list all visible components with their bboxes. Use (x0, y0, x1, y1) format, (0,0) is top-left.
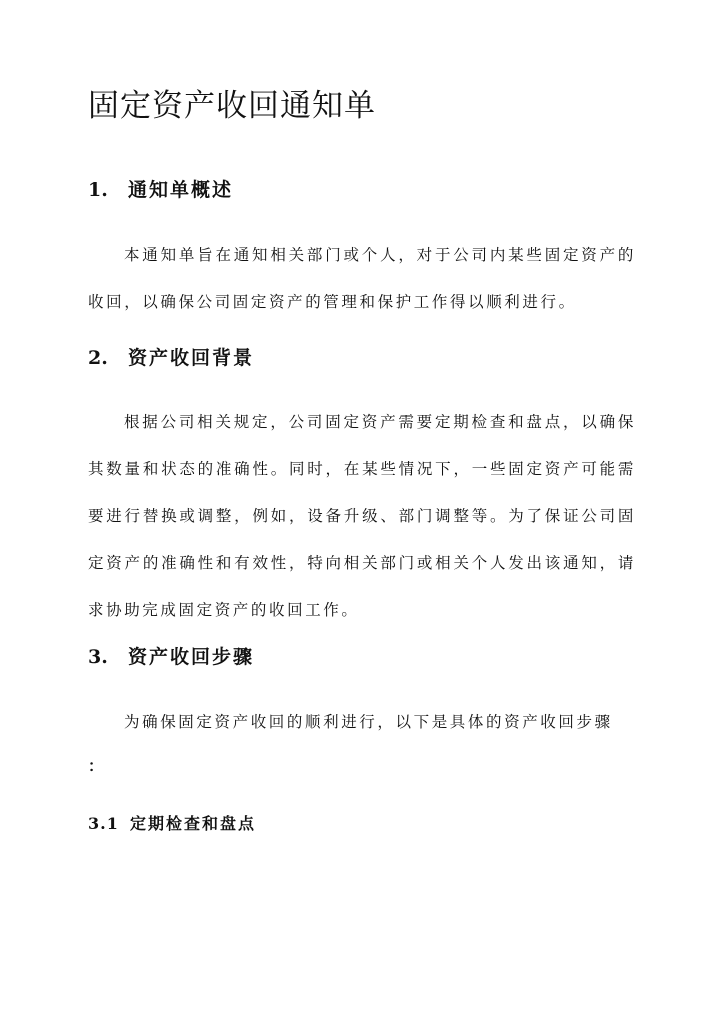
section-number: 2. (88, 347, 108, 369)
subsection-title: 定期检查和盘点 (130, 814, 257, 833)
subsection-heading-3-1 (88, 812, 256, 836)
section-paragraph-3: 为确保固定资产收回的顺利进行，以下是具体的资产收回步骤 (124, 713, 613, 731)
section-number: 1. (88, 179, 108, 201)
section-number: 3. (88, 646, 108, 668)
document-title: 固定资产收回通知单 (88, 88, 376, 124)
section-title: 资产收回背景 (128, 347, 255, 369)
section-heading-2 (88, 344, 254, 372)
section-title: 资产收回步骤 (128, 646, 255, 668)
paragraph-trailing-colon: ： (88, 756, 104, 775)
section-heading-3 (88, 643, 254, 671)
section-paragraph-1: 本通知单旨在通知相关部门或个人，对于公司内某些固定资产的收回，以确保公司固定资产的管理和保护工作得以顺利进行。 (88, 246, 636, 311)
subsection-number: 3.1 (88, 814, 119, 833)
section-heading-1 (88, 176, 233, 204)
section-paragraph-2: 根据公司相关规定，公司固定资产需要定期检查和盘点，以确保其数量和状态的准确性。同时，在某些情况下，一些固定资产可能需要进行替换或调整，例如，设备升级、部门调整等。为了保证公司固定资产的准确性和有效性，特向相关部门或相关个人发出该通知，请求协助完成固定资产的收回工作。 (88, 413, 636, 619)
section-title: 通知单概述 (128, 179, 234, 201)
